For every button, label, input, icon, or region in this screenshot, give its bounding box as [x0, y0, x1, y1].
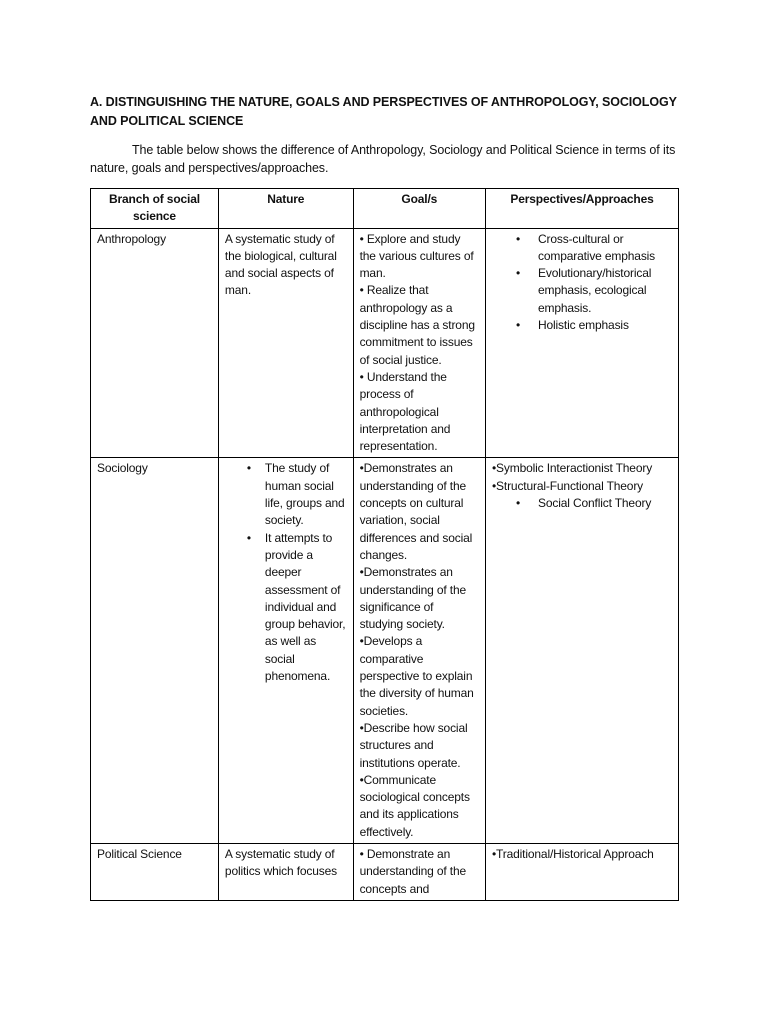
perspectives-list — [492, 231, 672, 335]
perspectives-cell — [485, 843, 678, 900]
header-goals: Goal/s — [353, 189, 485, 229]
list-item: • Demonstrate an understanding of the concepts and — [359, 846, 466, 896]
branch-cell: Political Science — [91, 843, 219, 900]
table-row — [91, 458, 679, 844]
list-item: • Social Conflict Theory — [492, 495, 672, 512]
intro-paragraph: The table below shows the difference of Anthropology, Sociology and Political Science in terms of its nature, goals and perspectives/approaches. — [90, 143, 676, 175]
goals-list — [360, 846, 479, 898]
list-item: • Cross-cultural or comparative emphasis — [492, 231, 672, 266]
perspective-line: •Symbolic Interactionist Theory — [491, 461, 653, 476]
list-item: •Demonstrates an understanding of the concepts on cultural variation, social differences and social changes. — [359, 461, 473, 562]
list-item: •Communicate sociological concepts and its applications effectively. — [359, 772, 470, 839]
goals-cell — [353, 228, 485, 458]
list-item: •Demonstrates an understanding of the significance of studying society. — [359, 565, 466, 632]
list-item: • Understand the process of anthropological interpretation and representation. — [359, 369, 451, 454]
list-item: •Describe how social structures and institutions operate. — [359, 720, 468, 770]
list-item: •Develops a comparative perspective to explain the diversity of human societies. — [359, 634, 474, 718]
header-perspectives: Perspectives/Approaches — [485, 189, 678, 229]
goals-list — [360, 460, 479, 841]
list-item: • The study of human social life, groups and society. — [225, 460, 347, 529]
nature-list — [225, 460, 347, 685]
perspectives-cell — [485, 458, 678, 844]
list-item: • Holistic emphasis — [492, 317, 672, 334]
table-header-row — [91, 189, 679, 229]
nature-text: A systematic study of politics which focuses — [224, 846, 338, 879]
list-item: • It attempts to provide a deeper assessment of individual and group behavior, as well as social phenomena. — [225, 530, 347, 686]
perspectives-cell — [485, 228, 678, 458]
perspective-line: •Structural-Functional Theory — [491, 478, 644, 493]
list-item: • Explore and study the various cultures of man. — [359, 231, 474, 281]
perspective-line: •Traditional/Historical Approach — [491, 846, 654, 861]
table-body — [91, 228, 679, 900]
goals-list — [360, 231, 479, 456]
header-nature: Nature — [218, 189, 353, 229]
list-item: • Evolutionary/historical emphasis, ecological emphasis. — [492, 265, 672, 317]
nature-text: A systematic study of the biological, cultural and social aspects of man. — [224, 231, 337, 298]
list-item: • Realize that anthropology as a discipline has a strong commitment to issues of social justice. — [359, 283, 475, 367]
table-row — [91, 228, 679, 458]
table-row — [91, 843, 679, 900]
branch-cell: Anthropology — [91, 228, 219, 458]
perspectives-list — [492, 495, 672, 512]
section-heading: A. DISTINGUISHING THE NATURE, GOALS AND PERSPECTIVES OF ANTHROPOLOGY, SOCIOLOGY AND POLITICAL SCIENCE — [90, 95, 677, 128]
nature-cell — [218, 228, 353, 458]
nature-cell — [218, 843, 353, 900]
nature-cell — [218, 458, 353, 844]
branch-cell: Sociology — [91, 458, 219, 844]
goals-cell — [353, 843, 485, 900]
comparison-table — [90, 188, 679, 901]
goals-cell — [353, 458, 485, 844]
header-branch: Branch of social science — [91, 189, 219, 229]
